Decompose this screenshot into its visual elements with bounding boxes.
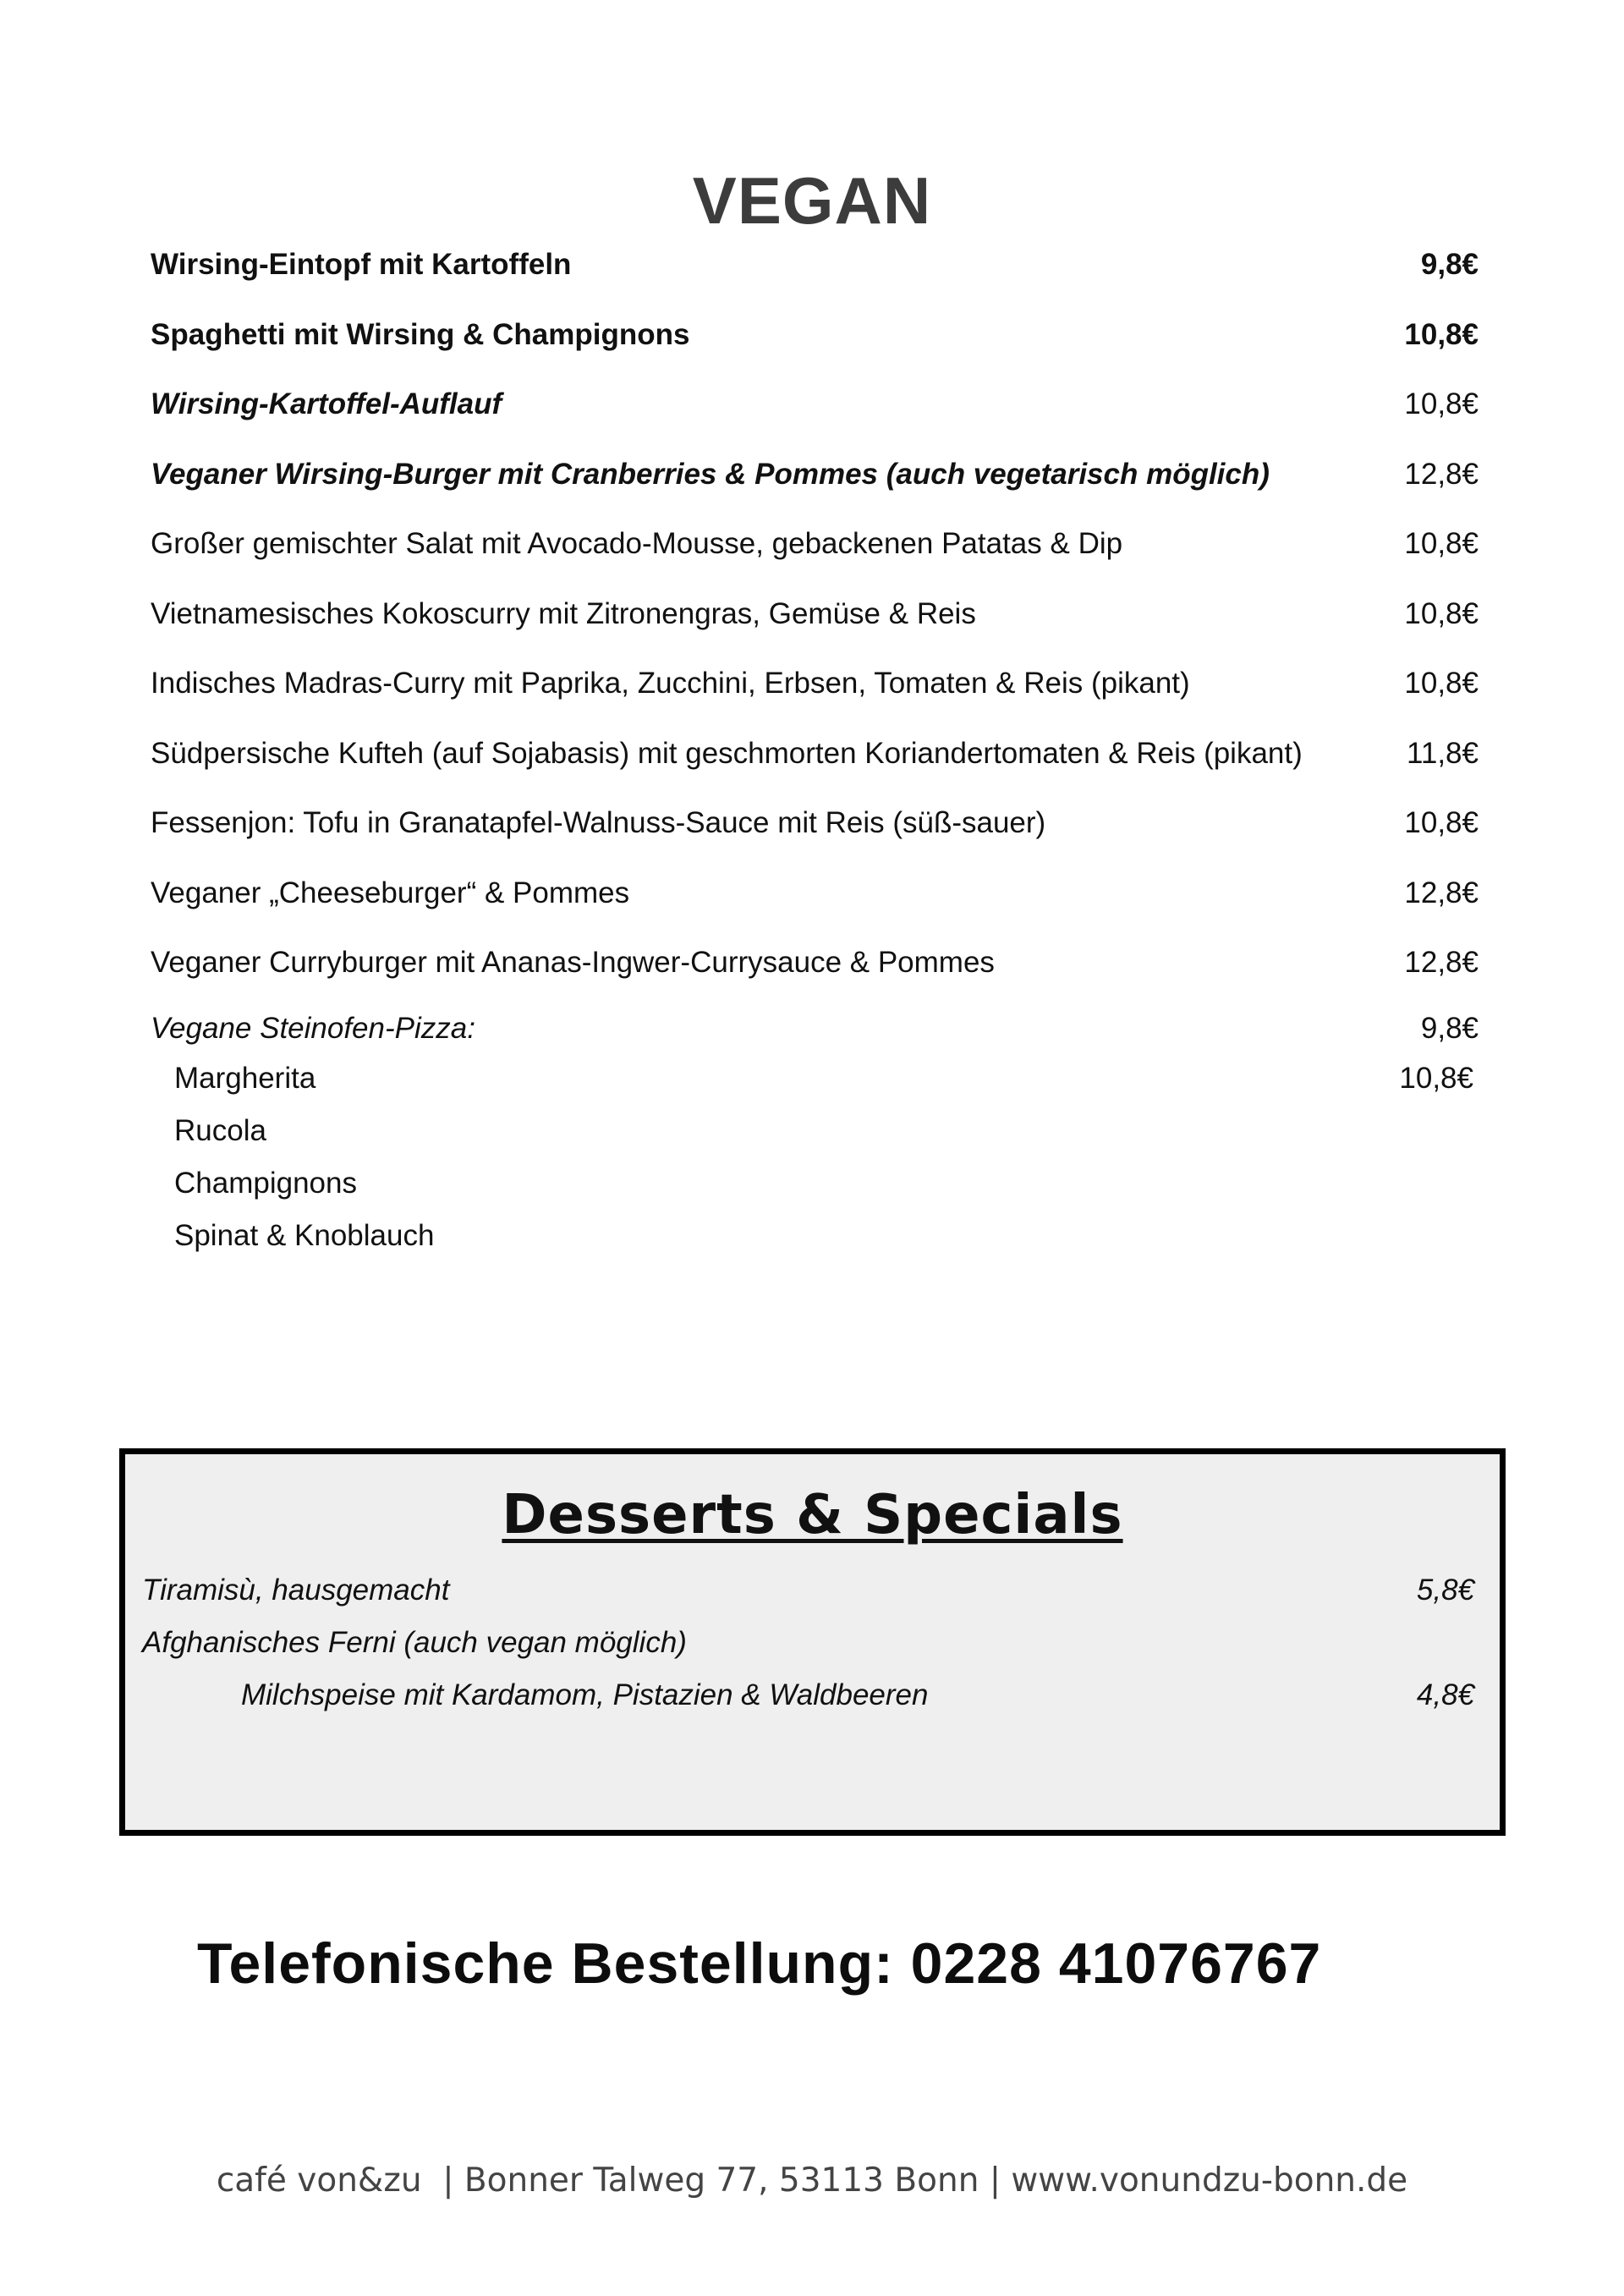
menu-heading: VEGAN — [692, 163, 932, 238]
menu-item-price: 10,8€ — [1404, 527, 1479, 560]
menu-item — [151, 799, 1479, 870]
footer-address: café von&zu | Bonner Talweg 77, 53113 Bonn | www.vonundzu-bonn.de — [216, 2161, 1408, 2200]
menu-item-price: 12,8€ — [1404, 457, 1479, 491]
pizza-base-price: 9,8€ — [1420, 1012, 1479, 1045]
pizza-item-price: 10,8€ — [1399, 1062, 1473, 1095]
pizza-item: Champignons — [174, 1167, 357, 1200]
menu-item — [151, 311, 1479, 382]
dessert-item-name: Afghanisches Ferni (auch vegan möglich) — [142, 1626, 687, 1659]
menu-item — [151, 381, 1479, 451]
menu-item-price: 11,8€ — [1407, 736, 1479, 770]
menu-item — [151, 590, 1479, 661]
menu-item-name: Spaghetti mit Wirsing & Champignons — [151, 317, 690, 351]
menu-item-name: Wirsing-Eintopf mit Kartoffeln — [151, 248, 572, 281]
menu-item-price: 10,8€ — [1404, 596, 1479, 630]
phone-order-line: Telefonische Bestellung: 0228 41076767 — [197, 1931, 1322, 1996]
menu-item — [151, 241, 1479, 311]
dessert-item — [142, 1669, 1474, 1722]
dessert-item-price: 4,8€ — [1416, 1678, 1474, 1711]
pizza-title: Vegane Steinofen-Pizza: — [151, 1012, 475, 1045]
menu-item-name: Veganer „Cheeseburger“ & Pommes — [151, 876, 630, 909]
pizza-heading-row — [151, 1005, 1479, 1052]
menu-item-price: 9,8€ — [1420, 248, 1479, 281]
menu-item-price: 10,8€ — [1404, 806, 1479, 839]
pizza-item-name: Margherita — [174, 1062, 316, 1095]
menu-item-price: 12,8€ — [1404, 876, 1479, 909]
menu-item-price: 12,8€ — [1404, 946, 1479, 979]
pizza-item: Rucola — [174, 1114, 266, 1147]
menu-item-name: Vietnamesisches Kokoscurry mit Zitronengras, Gemüse & Reis — [151, 596, 976, 630]
menu-item — [151, 870, 1479, 940]
dessert-item — [142, 1564, 1474, 1617]
menu-item-name: Veganer Curryburger mit Ananas-Ingwer-Currysauce & Pommes — [151, 946, 995, 979]
menu-item — [151, 520, 1479, 590]
menu-item — [151, 451, 1479, 521]
menu-item-name: Wirsing-Kartoffel-Auflauf — [151, 387, 502, 420]
pizza-item — [151, 1052, 1479, 1105]
pizza-section — [151, 1005, 1479, 1262]
menu-item-name: Großer gemischter Salat mit Avocado-Mousse, gebackenen Patatas & Dip — [151, 527, 1123, 560]
menu-item — [151, 730, 1479, 800]
menu-item-price: 10,8€ — [1404, 667, 1479, 700]
dessert-item-price: 5,8€ — [1416, 1574, 1474, 1607]
vegan-menu-list — [151, 241, 1479, 1009]
menu-item-price: 10,8€ — [1404, 317, 1479, 351]
desserts-box — [119, 1448, 1506, 1836]
dessert-item-name: Tiramisù, hausgemacht — [142, 1574, 450, 1607]
menu-item-name: Veganer Wirsing-Burger mit Cranberries & Pommes (auch vegetarisch möglich) — [151, 457, 1270, 491]
menu-item-name: Südpersische Kufteh (auf Sojabasis) mit geschmorten Koriandertomaten & Reis (pikant) — [151, 736, 1303, 770]
menu-item-price: 10,8€ — [1404, 387, 1479, 420]
dessert-list — [142, 1564, 1474, 1722]
desserts-title: Desserts & Specials — [502, 1484, 1123, 1546]
dessert-item-name: Milchspeise mit Kardamom, Pistazien & Waldbeeren — [241, 1678, 929, 1711]
menu-item — [151, 939, 1479, 1009]
pizza-item: Spinat & Knoblauch — [174, 1219, 435, 1252]
menu-item-name: Fessenjon: Tofu in Granatapfel-Walnuss-Sauce mit Reis (süß-sauer) — [151, 806, 1046, 839]
menu-item — [151, 660, 1479, 730]
dessert-item — [142, 1617, 1474, 1669]
menu-item-name: Indisches Madras-Curry mit Paprika, Zucchini, Erbsen, Tomaten & Reis (pikant) — [151, 667, 1190, 700]
